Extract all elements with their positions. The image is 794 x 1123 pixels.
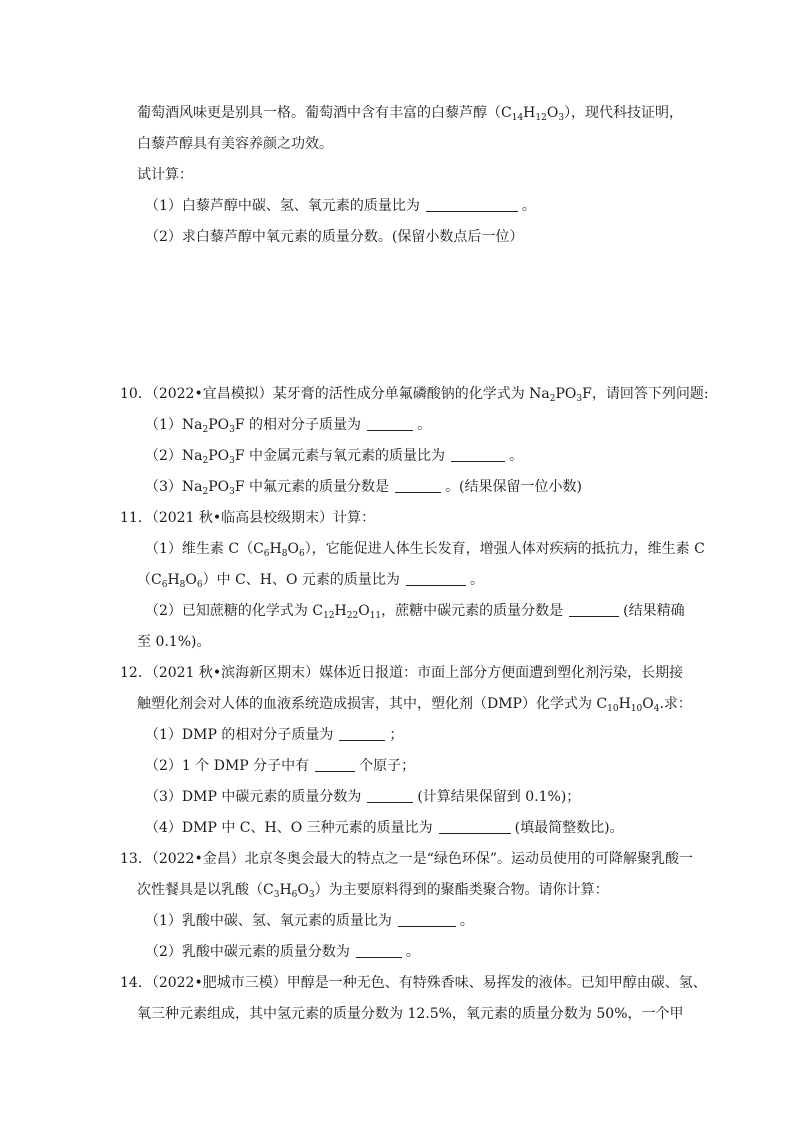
answer-blank[interactable] xyxy=(315,757,355,772)
answer-blank[interactable] xyxy=(367,416,413,431)
q12-part-3: （3）DMP 中碳元素的质量分数为 (计算结果保留到 0.1%)； xyxy=(145,789,581,805)
answer-blank[interactable] xyxy=(395,478,441,493)
q10-part-1: $(1)Na_2PO_3F$ 的相对分子质量为 。 xyxy=(145,417,432,435)
q13-part-2: （2）乳酸中碳元素的质量分数为 。 xyxy=(145,944,420,960)
q9-part-2: （2）求白藜芦醇中氧元素的质量分数。(保留小数点后一位） xyxy=(145,229,524,245)
q13-stem-line-1: 13．（2022•金昌）北京冬奥会最大的特点之一是“绿色环保”。运动员使用的可降解聚乳酸一 xyxy=(120,851,694,867)
q10-stem: 10．（2022•宜昌模拟）某牙膏的活性成分单氟磷酸钠的化学式为 $Na_2PO_3F$，请回答下列问题: xyxy=(120,386,709,404)
q12-stem-line-2: 触塑化剂会对人体的血液系统造成损害，其中，塑化剂（DMP）化学式为 $C_{10}H_{10}O_4$.求： xyxy=(137,696,692,714)
answer-blank[interactable] xyxy=(426,197,518,212)
q13-stem-line-2: 次性餐具是以乳酸$(C_3H_6O_3)$为主要原料得到的聚酯类聚合物。请你计算： xyxy=(137,882,609,900)
answer-blank[interactable] xyxy=(398,912,456,927)
q10-part-2: $(2)Na_2PO_3F$ 中金属元素与氧元素的质量比为 。 xyxy=(145,448,524,466)
q11-part-1-line-2: $(C_6H_8O_6)$中 C、H、O 元素的质量比为 。 xyxy=(137,572,484,590)
answer-blank[interactable] xyxy=(439,819,511,834)
q13-part-1: （1）乳酸中碳、氢、氧元素的质量比为 。 xyxy=(145,913,474,929)
q9-part-1: （1）白藜芦醇中碳、氢、氧元素的质量比为 。 xyxy=(145,198,536,214)
q9-instruction: 试计算： xyxy=(137,167,193,183)
answer-blank[interactable] xyxy=(569,602,619,617)
answer-blank[interactable] xyxy=(356,943,402,958)
q9-text-line-2: 白藜芦醇具有美容养颜之功效。 xyxy=(137,136,333,152)
answer-blank[interactable] xyxy=(451,447,505,462)
q12-stem-line-1: 12．（2021 秋•滨海新区期末）媒体近日报道：市面上部分方便面遭到塑化剂污染，长期接 xyxy=(120,665,684,681)
q10-part-3: $(3)Na_2PO_3F$ 中氟元素的质量分数是 。(结果保留一位小数) xyxy=(145,479,582,497)
q12-part-4: （4）DMP 中 C、H、O 三种元素的质量比为 (填最简整数比)。 xyxy=(145,820,624,836)
answer-blank[interactable] xyxy=(406,571,466,586)
q9-text-line-1: 葡萄酒风味更是别具一格。葡萄酒中含有丰富的白藜芦醇$(C_{14}H_{12}O_3)$，现代科技证明， xyxy=(137,105,684,123)
q14-stem-line-2: 氧三种元素组成，其中氢元素的质量分数为 12.5%，氧元素的质量分数为 50%，一个甲 xyxy=(137,1006,684,1022)
answer-blank[interactable] xyxy=(339,726,385,741)
q11-stem: 11．（2021 秋•临高县校级期末）计算： xyxy=(120,510,376,526)
q12-part-1: （1）DMP 的相对分子质量为 ； xyxy=(145,727,404,743)
q11-part-2-line-2: 至 0.1%)。 xyxy=(137,634,211,650)
q12-part-2: （2）1 个 DMP 分子中有 个原子； xyxy=(145,758,416,774)
q11-part-2-line-1: （2）已知蔗糖的化学式为 $C_{12}H_{22}O_{11}$，蔗糖中碳元素的质量分数是 (结果精确 xyxy=(145,603,685,621)
q14-stem-line-1: 14．（2022•肥城市三模）甲醇是一种无色、有特殊香味、易挥发的液体。已知甲醇由碳、氢、 xyxy=(120,975,707,991)
answer-blank[interactable] xyxy=(367,788,413,803)
q11-part-1-line-1: （1）维生素 $C(C_6H_8O_6)$，它能促进人体生长发育，增强人体对疾病的抵抗力，维生素 C xyxy=(145,541,705,559)
